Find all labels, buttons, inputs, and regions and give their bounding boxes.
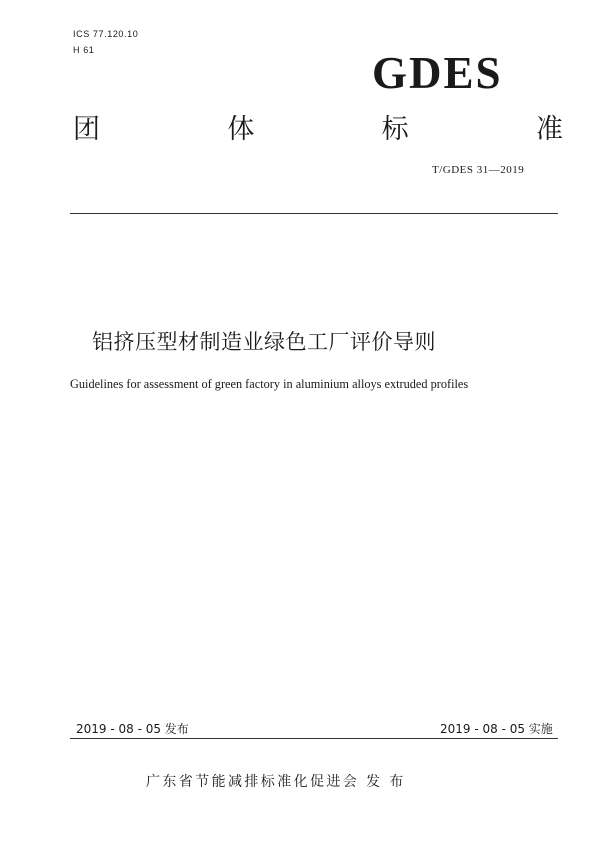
ics-code: ICS 77.120.10: [73, 29, 139, 39]
standard-type-char: 团: [73, 114, 100, 145]
standard-type: [73, 115, 563, 145]
standard-type-char: 标: [381, 114, 409, 145]
gdes-logo: GDES: [372, 48, 503, 98]
footer-divider: [70, 738, 558, 739]
issue-date: 2019 - 08 - 05 发布: [76, 722, 189, 736]
standard-type-char: 体: [227, 114, 255, 145]
issuing-organization: 广东省节能减排标准化促进会 发 布: [146, 774, 406, 790]
header-divider: [70, 213, 558, 214]
implementation-date: 2019 - 08 - 05 实施: [440, 722, 553, 736]
standard-number: T/GDES 31—2019: [432, 164, 525, 176]
document-title-english: Guidelines for assessment of green factory in aluminium alloys extruded profiles: [70, 377, 469, 391]
ccs-code: H 61: [73, 45, 95, 55]
document-title-chinese: 铝挤压型材制造业绿色工厂评价导则: [92, 330, 436, 354]
standard-type-char: 准: [535, 114, 563, 145]
